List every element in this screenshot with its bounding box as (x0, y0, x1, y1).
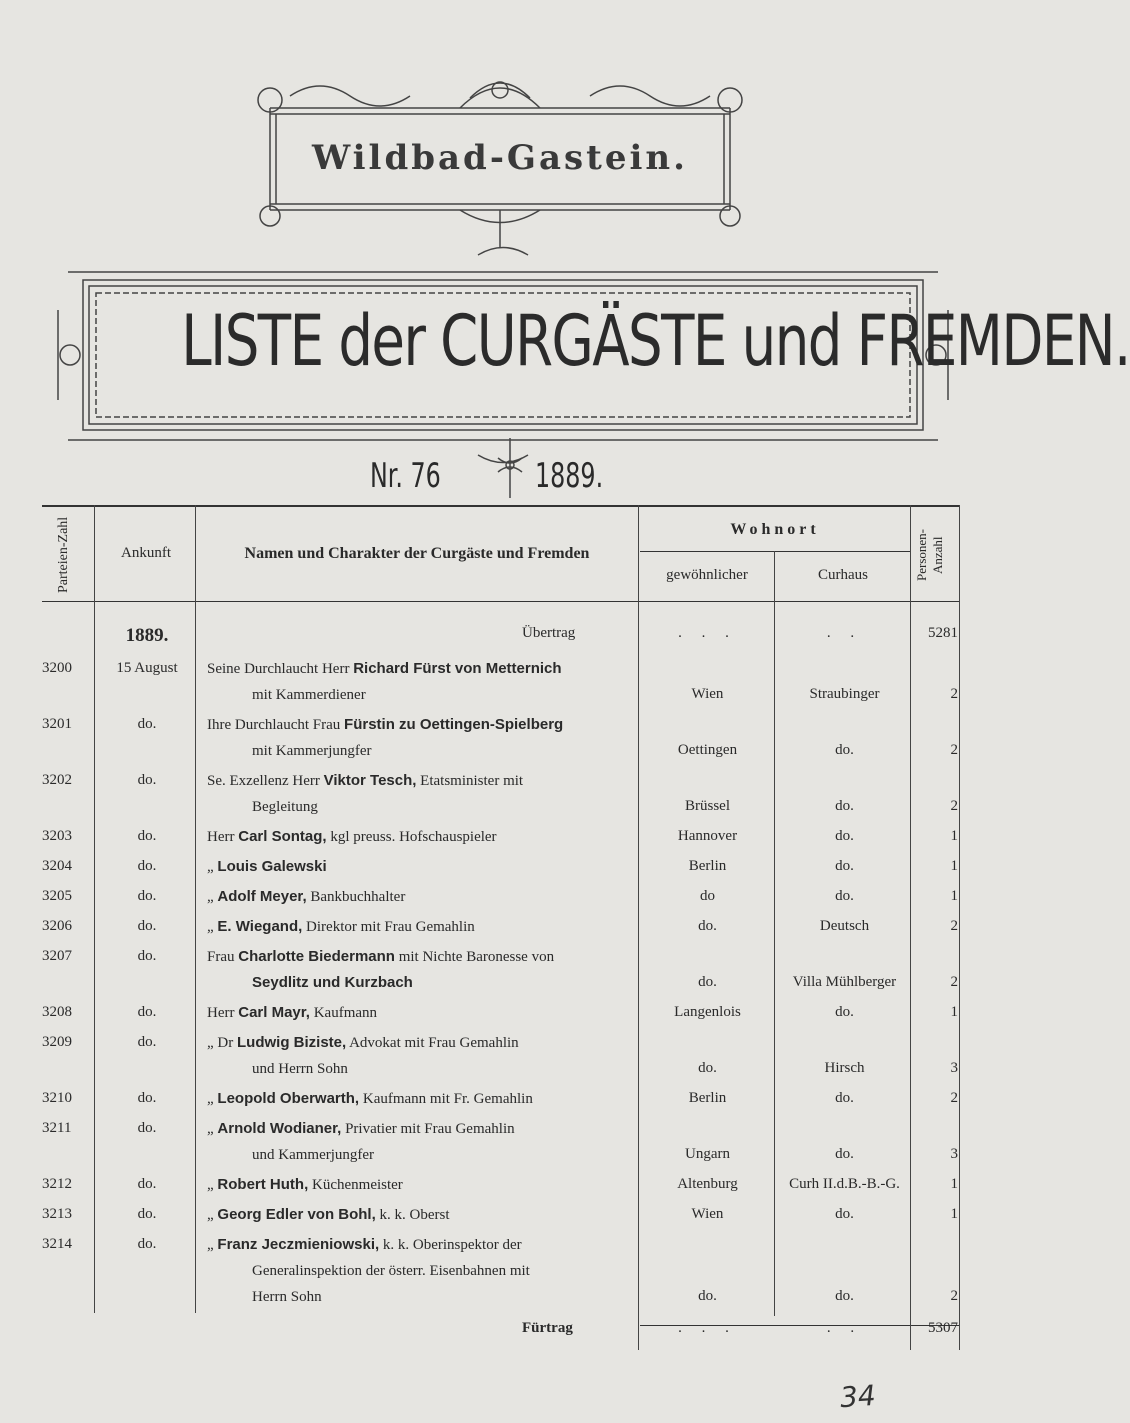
name-line (252, 686, 682, 704)
party-number: 3204 (42, 858, 72, 874)
usual-residence: Brüssel (685, 798, 730, 814)
spa-house: do. (835, 888, 854, 904)
header-residence: Wohnort (730, 521, 820, 538)
dot-leader: . . (826, 1320, 863, 1336)
arrival-date: do. (137, 1120, 157, 1136)
person-count: 2 (950, 742, 958, 758)
person-count: 1 (950, 1176, 958, 1192)
guest-description: mit Kammerjungfer (252, 743, 372, 759)
guest-description: mit Kammerdiener (252, 687, 366, 703)
guest-name: Seydlitz und Kurzbach (252, 974, 413, 991)
table-row (42, 1206, 960, 1232)
party-number: 3214 (42, 1236, 72, 1252)
party-number: 3206 (42, 918, 72, 934)
header-party-number: Parteien-Zahl (56, 516, 71, 594)
arrival-date: do. (137, 1034, 157, 1050)
guest-list-table (42, 505, 960, 1375)
guest-name: E. Wiegand, (217, 918, 303, 935)
arrival-date: do. (137, 1236, 157, 1252)
usual-residence: Berlin (688, 858, 727, 874)
name-prefix: Frau (207, 949, 239, 965)
usual-residence: Wien (691, 1206, 724, 1222)
guest-description: mit Nichte Baronesse von (394, 949, 555, 965)
name-prefix: „ (207, 1177, 218, 1193)
arrival-date: do. (137, 1206, 157, 1222)
usual-residence: Oettingen (677, 742, 738, 758)
name-prefix: Ihre Durchlaucht Frau (207, 717, 345, 733)
guest-name: Ludwig Biziste, (237, 1034, 347, 1051)
spa-house: do. (835, 828, 854, 844)
name-line (252, 1288, 682, 1306)
person-count: 1 (950, 888, 958, 904)
name-line (252, 1262, 682, 1280)
dot-leader: . . . (678, 1320, 737, 1336)
table-row (42, 828, 960, 854)
guest-name: Carl Sontag, (238, 828, 327, 845)
name-line (207, 858, 637, 876)
usual-residence: Wien (691, 686, 724, 702)
party-number: 3212 (42, 1176, 72, 1192)
name-line (207, 660, 637, 678)
main-title: LISTE der CURGÄSTE und FREMDEN. (181, 300, 1130, 382)
header-names: Namen und Charakter der Curgäste und Fremden (244, 545, 590, 562)
header-arrival: Ankunft (121, 545, 171, 561)
party-number: 3213 (42, 1206, 72, 1222)
guest-description: k. k. Oberinspektor der (379, 1237, 522, 1253)
name-prefix: „ (207, 919, 218, 935)
name-line (207, 1004, 637, 1022)
table-row (42, 716, 960, 768)
name-line (207, 716, 637, 734)
person-count: 2 (950, 798, 958, 814)
person-count: 1 (950, 1206, 958, 1222)
arrival-date: do. (137, 948, 157, 964)
guest-description: Küchenmeister (308, 1177, 403, 1193)
spa-house: Curh II.d.B.-B.-G. (789, 1176, 900, 1192)
name-line (207, 1206, 637, 1224)
guest-description: Direktor mit Frau Gemahlin (302, 919, 475, 935)
arrival-date: do. (137, 716, 157, 732)
person-count: 2 (950, 974, 958, 990)
party-number: 3208 (42, 1004, 72, 1020)
guest-name: Charlotte Biedermann (238, 948, 395, 965)
name-prefix: Se. Exzellenz Herr (207, 773, 324, 789)
carry-in-total: 5281 (928, 625, 958, 641)
table-row (42, 1090, 960, 1116)
guest-description: Begleitung (252, 799, 318, 815)
name-prefix: „ (207, 1237, 218, 1253)
arrival-date: do. (137, 772, 157, 788)
guest-description: Etatsminister mit (416, 773, 524, 789)
usual-residence: do (700, 888, 715, 904)
spa-house: do. (835, 1288, 854, 1304)
guest-name: Arnold Wodianer, (217, 1120, 342, 1137)
guest-description: und Kammerjungfer (252, 1147, 375, 1163)
arrival-date: do. (137, 858, 157, 874)
name-prefix: „ (207, 859, 218, 875)
guest-description: Kaufmann (309, 1005, 378, 1021)
header-usual-residence: gewöhnlicher (666, 567, 748, 583)
dot-leader: . . (826, 625, 863, 641)
name-line (207, 1034, 637, 1052)
name-line (207, 1236, 637, 1254)
name-line (252, 1146, 682, 1164)
guest-description: k. k. Oberst (375, 1207, 450, 1223)
arrival-date: do. (137, 1176, 157, 1192)
arrival-date: do. (137, 1004, 157, 1020)
name-line (207, 888, 637, 906)
arrival-date: do. (137, 828, 157, 844)
person-count: 2 (950, 1288, 958, 1304)
name-line (207, 1090, 637, 1108)
guest-name: Georg Edler von Bohl, (217, 1206, 376, 1223)
name-line (207, 1176, 637, 1194)
party-number: 3203 (42, 828, 72, 844)
header-persons: Personen-Anzahl (914, 529, 945, 581)
party-number: 3205 (42, 888, 72, 904)
table-row (42, 1120, 960, 1172)
residence-sub-rule (640, 551, 910, 552)
guest-name: Fürstin zu Oettingen-Spielberg (344, 716, 564, 733)
name-line (252, 798, 682, 816)
party-number: 3202 (42, 772, 72, 788)
person-count: 3 (950, 1060, 958, 1076)
usual-residence: Berlin (688, 1090, 727, 1106)
name-prefix: „ (207, 889, 218, 905)
person-count: 2 (950, 686, 958, 702)
party-number: 3209 (42, 1034, 72, 1050)
spa-house: do. (835, 1004, 854, 1020)
spa-house: do. (835, 1090, 854, 1106)
table-row (42, 772, 960, 824)
issue-number: Nr. 76 (370, 456, 441, 496)
spa-house: Straubinger (809, 686, 880, 702)
name-prefix: „ Dr (207, 1035, 237, 1051)
guest-name: Franz Jeczmieniowski, (217, 1236, 380, 1253)
guest-name: Adolf Meyer, (217, 888, 307, 905)
carry-out-label: Fürtrag (522, 1320, 573, 1336)
table-row (42, 888, 960, 914)
spa-house: do. (835, 798, 854, 814)
issue-year: 1889. (535, 456, 604, 496)
guest-description: kgl preuss. Hofschauspieler (326, 829, 497, 845)
table-row (42, 858, 960, 884)
guest-description: Generalinspektion der österr. Eisenbahnen mit (252, 1263, 530, 1279)
usual-residence: do. (698, 974, 717, 990)
table-row (42, 1176, 960, 1202)
table-row (42, 1034, 960, 1086)
table-row (42, 948, 960, 1000)
party-number: 3211 (42, 1120, 72, 1136)
header-bottom-rule (42, 601, 960, 602)
table-row (42, 1236, 960, 1314)
arrival-date: 15 August (116, 660, 178, 676)
arrival-date: do. (137, 918, 157, 934)
spa-house: do. (835, 858, 854, 874)
usual-residence: do. (698, 918, 717, 934)
table-row (42, 660, 960, 712)
carry-in-label: Übertrag (522, 625, 576, 641)
name-line (207, 828, 637, 846)
usual-residence: Langenlois (674, 1004, 741, 1020)
party-number: 3200 (42, 660, 72, 676)
name-prefix: Seine Durchlaucht Herr (207, 661, 354, 677)
usual-residence: Hannover (677, 828, 738, 844)
header-spa-house: Curhaus (818, 567, 868, 583)
person-count: 1 (950, 858, 958, 874)
arrival-date: do. (137, 1090, 157, 1106)
name-prefix: „ (207, 1091, 218, 1107)
guest-description: Advokat mit Frau Gemahlin (346, 1035, 519, 1051)
guest-name: Louis Galewski (217, 858, 327, 875)
usual-residence: do. (698, 1288, 717, 1304)
guest-name: Robert Huth, (217, 1176, 309, 1193)
name-line (252, 974, 682, 992)
guest-name: Viktor Tesch, (323, 772, 417, 789)
spa-house: Deutsch (819, 918, 870, 934)
name-prefix: „ (207, 1121, 218, 1137)
name-line (207, 1120, 637, 1138)
guest-description: Kaufmann mit Fr. Gemahlin (359, 1091, 533, 1107)
person-count: 1 (950, 828, 958, 844)
person-count: 3 (950, 1146, 958, 1162)
party-number: 3207 (42, 948, 72, 964)
spa-house: do. (835, 1206, 854, 1222)
page-mark: 34 (838, 1378, 877, 1415)
year-label: 1889. (125, 625, 169, 646)
guest-name: Leopold Oberwarth, (217, 1090, 360, 1107)
person-count: 2 (950, 1090, 958, 1106)
table-row (42, 918, 960, 944)
usual-residence: do. (698, 1060, 717, 1076)
name-line (252, 1060, 682, 1078)
issue-line (370, 456, 650, 500)
usual-residence: Ungarn (685, 1146, 730, 1162)
name-prefix: Herr (207, 829, 239, 845)
spa-name-heading: Wildbad-Gastein. (312, 138, 688, 178)
guest-description: Privatier mit Frau Gemahlin (341, 1121, 515, 1137)
guest-description: und Herrn Sohn (252, 1061, 348, 1077)
guest-description: Herrn Sohn (252, 1289, 322, 1305)
person-count: 1 (950, 1004, 958, 1020)
usual-residence: Altenburg (677, 1176, 738, 1192)
name-line (252, 742, 682, 760)
name-line (207, 948, 637, 966)
name-line (207, 772, 637, 790)
table-top-rule (42, 505, 960, 507)
party-number: 3201 (42, 716, 72, 732)
table-row (42, 1004, 960, 1030)
party-number: 3210 (42, 1090, 72, 1106)
person-count: 2 (950, 918, 958, 934)
guest-name: Richard Fürst von Metternich (353, 660, 562, 677)
spa-house: Villa Mühlberger (792, 974, 897, 990)
carry-out-total: 5307 (928, 1320, 958, 1336)
dot-leader: . . . (678, 625, 737, 641)
issue-ornament-icon (490, 438, 530, 503)
spa-house: do. (835, 1146, 854, 1162)
name-prefix: Herr (207, 1005, 239, 1021)
guest-name: Carl Mayr, (238, 1004, 310, 1021)
spa-house: do. (835, 742, 854, 758)
arrival-date: do. (137, 888, 157, 904)
name-line (207, 918, 637, 936)
spa-house: Hirsch (824, 1060, 865, 1076)
guest-description: Bankbuchhalter (306, 889, 406, 905)
name-prefix: „ (207, 1207, 218, 1223)
